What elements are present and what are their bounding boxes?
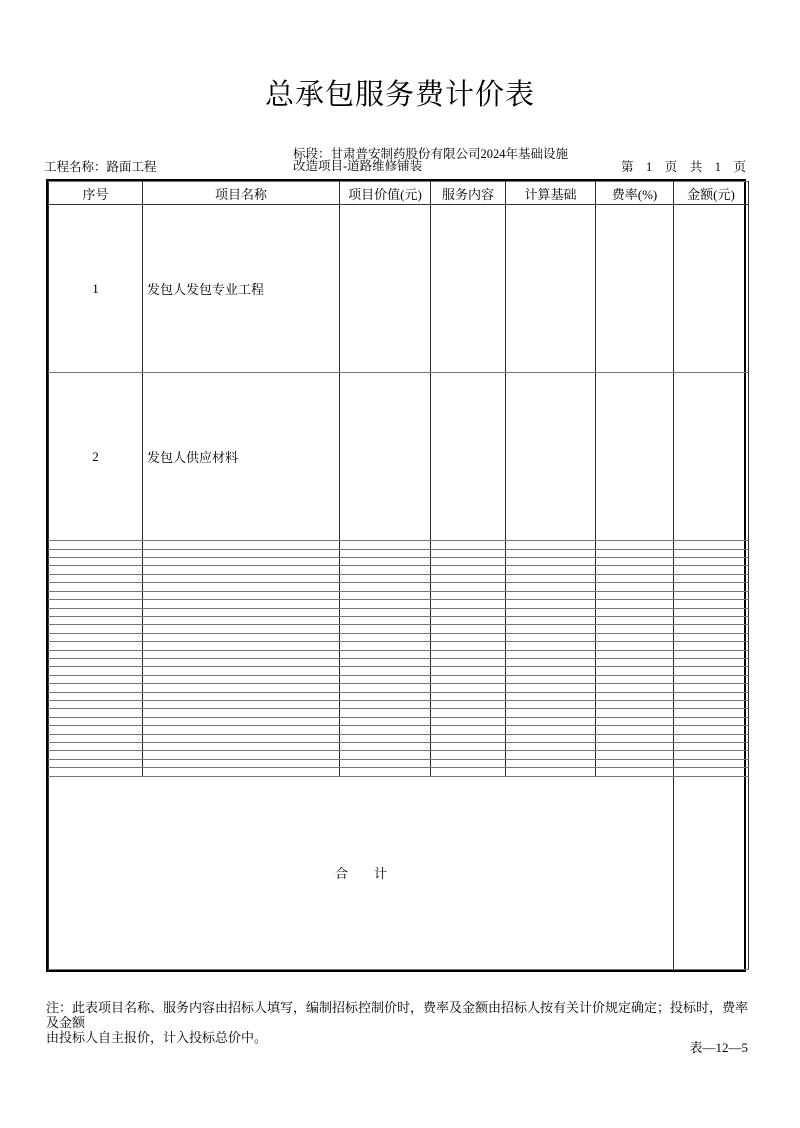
- cell-basis: [506, 549, 596, 557]
- cell-amount: [674, 768, 749, 776]
- cell-amount: [674, 692, 749, 700]
- cell-service: [431, 768, 506, 776]
- cell-rate: [596, 658, 674, 666]
- cell-service: [431, 667, 506, 675]
- cell-amount: [674, 734, 749, 742]
- cell-name: [143, 574, 340, 582]
- project-name-line: 工程名称：路面工程: [44, 160, 157, 174]
- table-header-row: [49, 182, 749, 205]
- cell-rate: [596, 558, 674, 566]
- cell-service: [431, 658, 506, 666]
- cell-amount: [674, 591, 749, 599]
- cell-name: [143, 583, 340, 591]
- column-header-amount: 金额(元): [674, 182, 749, 205]
- cell-rate: [596, 759, 674, 767]
- cell-rate: [596, 751, 674, 759]
- cell-value: [340, 667, 431, 675]
- cell-amount: [674, 574, 749, 582]
- cell-service: [431, 692, 506, 700]
- cell-name: [143, 541, 340, 549]
- cell-seq: [49, 734, 143, 742]
- cell-rate: [596, 549, 674, 557]
- cell-seq: [49, 759, 143, 767]
- cell-name: [143, 751, 340, 759]
- cell-name: [143, 692, 340, 700]
- cell-value: [340, 205, 431, 373]
- cell-seq: [49, 726, 143, 734]
- table-row: [49, 700, 749, 708]
- cell-value: [340, 751, 431, 759]
- cell-rate: [596, 717, 674, 725]
- table-row: [49, 608, 749, 616]
- cell-amount: [674, 583, 749, 591]
- cell-value: [340, 743, 431, 751]
- cell-seq: [49, 642, 143, 650]
- cell-basis: [506, 600, 596, 608]
- table-row: [49, 675, 749, 683]
- cell-service: [431, 675, 506, 683]
- cell-name: [143, 717, 340, 725]
- table-row: [49, 650, 749, 658]
- cell-rate: [596, 642, 674, 650]
- cell-rate: [596, 591, 674, 599]
- total-row: [49, 776, 749, 969]
- cell-basis: [506, 608, 596, 616]
- table-row: [49, 717, 749, 725]
- cell-basis: [506, 743, 596, 751]
- cell-amount: [674, 541, 749, 549]
- cell-basis: [506, 709, 596, 717]
- cell-rate: [596, 541, 674, 549]
- cell-amount: [674, 751, 749, 759]
- column-header-service: 服务内容: [431, 182, 506, 205]
- cell-basis: [506, 566, 596, 574]
- table-row: [49, 734, 749, 742]
- table-row: [49, 566, 749, 574]
- cell-name: [143, 726, 340, 734]
- table-row: [49, 692, 749, 700]
- form-code: 表—12—5: [689, 1040, 748, 1055]
- cell-seq: [49, 549, 143, 557]
- cell-name: [143, 684, 340, 692]
- cell-amount: [674, 759, 749, 767]
- cell-value: [340, 717, 431, 725]
- cell-seq: [49, 709, 143, 717]
- table-row: [49, 726, 749, 734]
- cell-value: [340, 574, 431, 582]
- table-row: [49, 616, 749, 624]
- cell-basis: [506, 373, 596, 541]
- cell-seq: 1: [49, 205, 143, 373]
- cell-rate: [596, 574, 674, 582]
- cell-value: [340, 692, 431, 700]
- cell-amount: [674, 667, 749, 675]
- cell-basis: [506, 625, 596, 633]
- cell-amount: [674, 658, 749, 666]
- cell-service: [431, 583, 506, 591]
- cell-service: [431, 751, 506, 759]
- cell-amount: [674, 373, 749, 541]
- cell-value: [340, 591, 431, 599]
- cell-rate: [596, 700, 674, 708]
- table-row: [49, 373, 749, 541]
- table-row: [49, 574, 749, 582]
- cell-amount: [674, 625, 749, 633]
- cell-amount: [674, 633, 749, 641]
- fee-table: [48, 181, 749, 970]
- cell-rate: [596, 616, 674, 624]
- table-row: [49, 625, 749, 633]
- cell-name: 发包人供应材料: [143, 373, 340, 541]
- cell-seq: [49, 751, 143, 759]
- cell-basis: [506, 768, 596, 776]
- cell-amount: [674, 549, 749, 557]
- cell-rate: [596, 625, 674, 633]
- cell-basis: [506, 759, 596, 767]
- cell-amount: [674, 675, 749, 683]
- cell-value: [340, 675, 431, 683]
- cell-amount: [674, 700, 749, 708]
- cell-rate: [596, 684, 674, 692]
- cell-service: [431, 558, 506, 566]
- cell-amount: [674, 717, 749, 725]
- cell-basis: [506, 650, 596, 658]
- cell-amount: [674, 743, 749, 751]
- cell-basis: [506, 541, 596, 549]
- cell-service: [431, 566, 506, 574]
- cell-seq: [49, 692, 143, 700]
- cell-rate: [596, 768, 674, 776]
- cell-service: [431, 574, 506, 582]
- cell-value: [340, 373, 431, 541]
- cell-amount: [674, 642, 749, 650]
- cell-service: [431, 205, 506, 373]
- cell-service: [431, 684, 506, 692]
- cell-basis: [506, 591, 596, 599]
- cell-value: [340, 633, 431, 641]
- cell-basis: [506, 726, 596, 734]
- cell-service: [431, 709, 506, 717]
- cell-seq: [49, 616, 143, 624]
- cell-value: [340, 558, 431, 566]
- cell-basis: [506, 675, 596, 683]
- cell-rate: [596, 566, 674, 574]
- cell-value: [340, 684, 431, 692]
- section-label-line2: 改造项目-道路维修铺装: [293, 159, 423, 174]
- cell-seq: [49, 608, 143, 616]
- footnote-line1: 注：此表项目名称、服务内容由招标人填写，编制招标控制价时，费率及金额由招标人按有关计价规定确定；投标时，费率及金额: [46, 1000, 749, 1030]
- cell-service: [431, 717, 506, 725]
- table-row: [49, 549, 749, 557]
- cell-basis: [506, 667, 596, 675]
- cell-name: [143, 650, 340, 658]
- table-row: [49, 709, 749, 717]
- page-title: 总承包服务费计价表: [264, 79, 535, 111]
- table-row: [49, 558, 749, 566]
- cell-seq: [49, 583, 143, 591]
- cell-service: [431, 734, 506, 742]
- cell-service: [431, 608, 506, 616]
- section-label-line1: 标段：甘肃普安制药股份有限公司2024年基础设施: [293, 147, 569, 161]
- cell-basis: [506, 751, 596, 759]
- cell-basis: [506, 734, 596, 742]
- cell-value: [340, 700, 431, 708]
- cell-name: [143, 558, 340, 566]
- cell-amount: [674, 616, 749, 624]
- table-row: [49, 642, 749, 650]
- cell-rate: [596, 709, 674, 717]
- cell-amount: [674, 600, 749, 608]
- cell-service: [431, 726, 506, 734]
- cell-amount: [674, 709, 749, 717]
- cell-seq: [49, 541, 143, 549]
- cell-basis: [506, 583, 596, 591]
- cell-value: [340, 658, 431, 666]
- cell-seq: [49, 700, 143, 708]
- cell-rate: [596, 734, 674, 742]
- table-row: [49, 684, 749, 692]
- cell-name: [143, 591, 340, 599]
- cell-name: [143, 625, 340, 633]
- cell-seq: [49, 675, 143, 683]
- cell-value: [340, 566, 431, 574]
- cell-name: [143, 608, 340, 616]
- cell-value: [340, 734, 431, 742]
- cell-name: [143, 700, 340, 708]
- cell-value: [340, 759, 431, 767]
- cell-seq: [49, 566, 143, 574]
- column-header-seq: 序号: [49, 182, 143, 205]
- cell-name: 发包人发包专业工程: [143, 205, 340, 373]
- cell-basis: [506, 692, 596, 700]
- cell-amount: [674, 684, 749, 692]
- cell-value: [340, 608, 431, 616]
- table-row: [49, 759, 749, 767]
- cell-rate: [596, 743, 674, 751]
- cell-service: [431, 616, 506, 624]
- cell-name: [143, 667, 340, 675]
- table-body: [49, 205, 749, 777]
- cell-seq: [49, 768, 143, 776]
- cell-seq: [49, 658, 143, 666]
- cell-basis: [506, 558, 596, 566]
- cell-seq: [49, 684, 143, 692]
- table-row: [49, 743, 749, 751]
- cell-service: [431, 625, 506, 633]
- cell-amount: [674, 566, 749, 574]
- column-header-rate: 费率(%): [596, 182, 674, 205]
- cell-basis: [506, 633, 596, 641]
- table-row: [49, 600, 749, 608]
- table-row: [49, 591, 749, 599]
- cell-value: [340, 726, 431, 734]
- footnote: [46, 1001, 758, 1045]
- table-row: [49, 751, 749, 759]
- cell-rate: [596, 633, 674, 641]
- page-indicator: 第 1 页 共 1 页: [620, 160, 746, 174]
- cell-service: [431, 591, 506, 599]
- cell-value: [340, 541, 431, 549]
- cell-value: [340, 650, 431, 658]
- cell-rate: [596, 583, 674, 591]
- table-row: [49, 541, 749, 549]
- cell-basis: [506, 205, 596, 373]
- cell-basis: [506, 684, 596, 692]
- cell-basis: [506, 574, 596, 582]
- cell-service: [431, 650, 506, 658]
- cell-rate: [596, 667, 674, 675]
- cell-seq: [49, 650, 143, 658]
- cell-name: [143, 600, 340, 608]
- cell-amount: [674, 558, 749, 566]
- cell-value: [340, 600, 431, 608]
- total-amount-cell: [674, 776, 749, 969]
- section-label: [293, 148, 568, 173]
- cell-service: [431, 373, 506, 541]
- column-header-basis: 计算基础: [506, 182, 596, 205]
- cell-basis: [506, 717, 596, 725]
- cell-name: [143, 768, 340, 776]
- cell-value: [340, 616, 431, 624]
- cell-rate: [596, 600, 674, 608]
- cell-rate: [596, 692, 674, 700]
- cell-name: [143, 759, 340, 767]
- cell-service: [431, 642, 506, 650]
- cell-rate: [596, 608, 674, 616]
- cell-seq: 2: [49, 373, 143, 541]
- cell-rate: [596, 675, 674, 683]
- cell-name: [143, 633, 340, 641]
- cell-rate: [596, 650, 674, 658]
- cell-seq: [49, 558, 143, 566]
- cell-rate: [596, 726, 674, 734]
- fee-table-container: [46, 179, 746, 972]
- cell-value: [340, 583, 431, 591]
- cell-seq: [49, 633, 143, 641]
- cell-name: [143, 616, 340, 624]
- cell-service: [431, 541, 506, 549]
- cell-basis: [506, 700, 596, 708]
- cell-value: [340, 709, 431, 717]
- cell-value: [340, 642, 431, 650]
- cell-seq: [49, 667, 143, 675]
- cell-seq: [49, 717, 143, 725]
- cell-rate: [596, 373, 674, 541]
- column-header-name: 项目名称: [143, 182, 340, 205]
- table-row: [49, 768, 749, 776]
- cell-name: [143, 658, 340, 666]
- cell-basis: [506, 642, 596, 650]
- table-row: [49, 583, 749, 591]
- cell-rate: [596, 205, 674, 373]
- cell-service: [431, 600, 506, 608]
- total-label-cell: 合 计: [49, 776, 674, 969]
- table-row: [49, 633, 749, 641]
- cell-seq: [49, 625, 143, 633]
- footnote-line2: 由投标人自主报价，计入投标总价中。: [46, 1029, 268, 1045]
- cell-name: [143, 675, 340, 683]
- cell-service: [431, 549, 506, 557]
- table-row: [49, 658, 749, 666]
- cell-name: [143, 642, 340, 650]
- cell-name: [143, 709, 340, 717]
- cell-value: [340, 549, 431, 557]
- cell-amount: [674, 650, 749, 658]
- cell-amount: [674, 205, 749, 373]
- cell-basis: [506, 658, 596, 666]
- cell-seq: [49, 600, 143, 608]
- cell-name: [143, 549, 340, 557]
- column-header-value: 项目价值(元): [340, 182, 431, 205]
- table-row: [49, 205, 749, 373]
- cell-amount: [674, 726, 749, 734]
- cell-value: [340, 625, 431, 633]
- cell-name: [143, 734, 340, 742]
- cell-seq: [49, 574, 143, 582]
- cell-service: [431, 700, 506, 708]
- cell-name: [143, 743, 340, 751]
- cell-basis: [506, 616, 596, 624]
- cell-service: [431, 743, 506, 751]
- cell-seq: [49, 591, 143, 599]
- cell-service: [431, 633, 506, 641]
- cell-seq: [49, 743, 143, 751]
- cell-name: [143, 566, 340, 574]
- cell-value: [340, 768, 431, 776]
- cell-amount: [674, 608, 749, 616]
- table-row: [49, 667, 749, 675]
- cell-service: [431, 759, 506, 767]
